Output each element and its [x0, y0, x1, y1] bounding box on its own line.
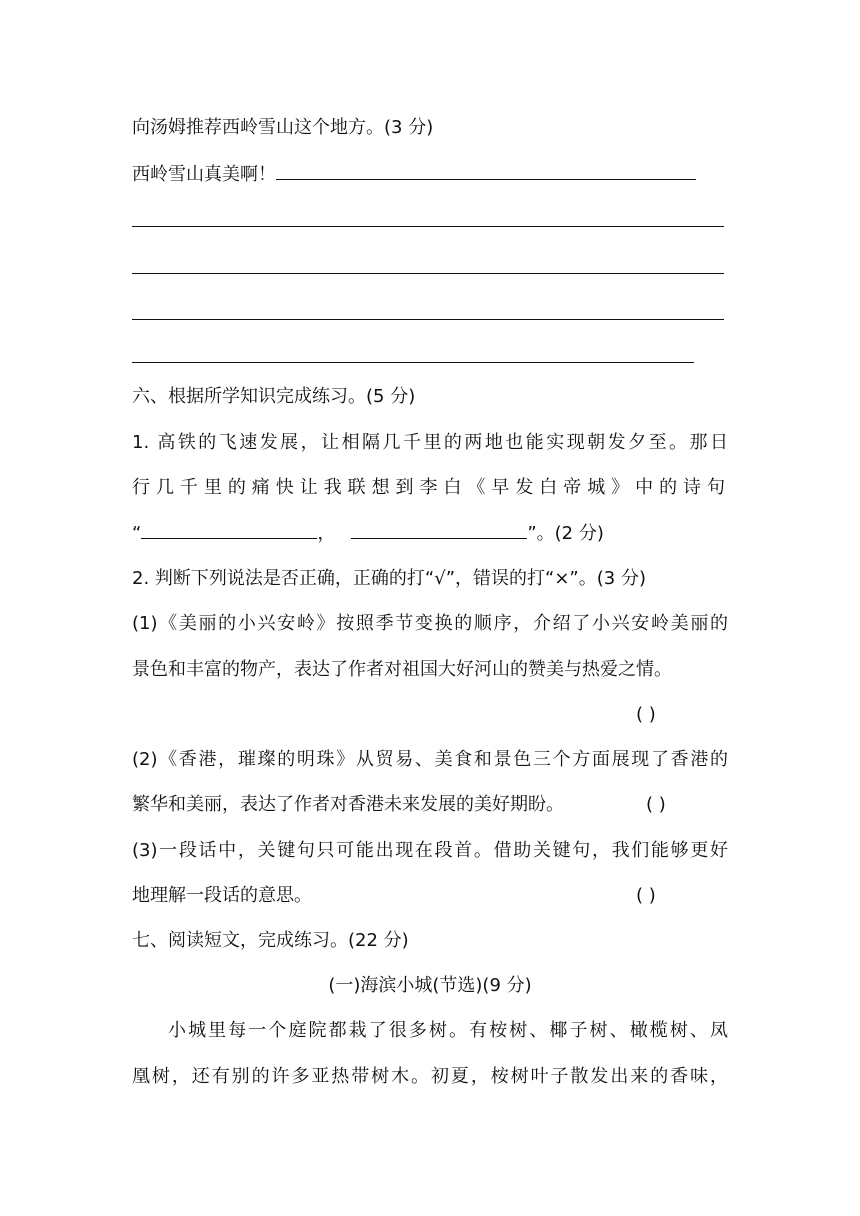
q6-2-item2-line1: (2)《香港，璀璨的明珠》从贸易、美食和景色三个方面展现了香港的: [132, 749, 728, 770]
comma: ，: [317, 523, 336, 544]
close-quote-score: ”。(2 分): [527, 523, 604, 544]
q5-prompt-line: [132, 162, 696, 188]
q6-1-line2: 行几千里的痛快让我联想到李白《早发白帝城》中的诗句: [132, 477, 728, 498]
passage-title: (一)海滨小城(节选)(9 分): [328, 975, 532, 996]
q6-2-item2-answer-paren[interactable]: ( ): [646, 794, 666, 815]
q6-2-item3-answer-paren[interactable]: ( ): [636, 885, 656, 906]
q6-2-item3-line2: 地理解一段话的意思。: [132, 885, 312, 906]
q5-answer-line-2[interactable]: [132, 226, 724, 227]
q5-prompt-text: 西岭雪山真美啊！: [132, 164, 276, 185]
poem-blank-2[interactable]: [351, 524, 527, 539]
q6-1-line1: 1. 高铁的飞速发展，让相隔几千里的两地也能实现朝发夕至。那日: [132, 432, 728, 453]
passage-para-line2: 凰树，还有别的许多亚热带树木。初夏，桉树叶子散发出来的香味，: [132, 1066, 728, 1087]
poem-blank-1[interactable]: [141, 524, 317, 539]
q6-2-item2-line2: 繁华和美丽，表达了作者对香港未来发展的美好期盼。: [132, 794, 564, 815]
q5-answer-line-5[interactable]: [132, 362, 694, 363]
q6-1-blank-line: [132, 521, 604, 547]
q5-answer-line-4[interactable]: [132, 319, 724, 320]
q5-answer-blank-1[interactable]: [276, 165, 696, 180]
open-quote: “: [132, 523, 142, 544]
q6-2-item1-line2: 景色和丰富的物产，表达了作者对祖国大好河山的赞美与热爱之情。: [132, 659, 672, 680]
q6-2-heading: 2. 判断下列说法是否正确，正确的打“√”，错误的打“×”。(3 分): [132, 568, 646, 589]
q6-2-item3-line1: (3)一段话中，关键句只可能出现在段首。借助关键句，我们能够更好: [132, 840, 728, 861]
q5-answer-line-3[interactable]: [132, 273, 724, 274]
section7-heading: 七、阅读短文，完成练习。(22 分): [132, 930, 409, 951]
passage-para-line1: 小城里每一个庭院都栽了很多树。有桉树、椰子树、橄榄树、凤: [168, 1020, 728, 1041]
section6-heading: 六、根据所学知识完成练习。(5 分): [132, 386, 416, 407]
q5-instruction: 向汤姆推荐西岭雪山这个地方。(3 分): [132, 117, 434, 138]
q6-2-item1-answer-paren[interactable]: ( ): [636, 704, 656, 725]
q6-2-item1-line1: (1)《美丽的小兴安岭》按照季节变换的顺序，介绍了小兴安岭美丽的: [132, 613, 728, 634]
